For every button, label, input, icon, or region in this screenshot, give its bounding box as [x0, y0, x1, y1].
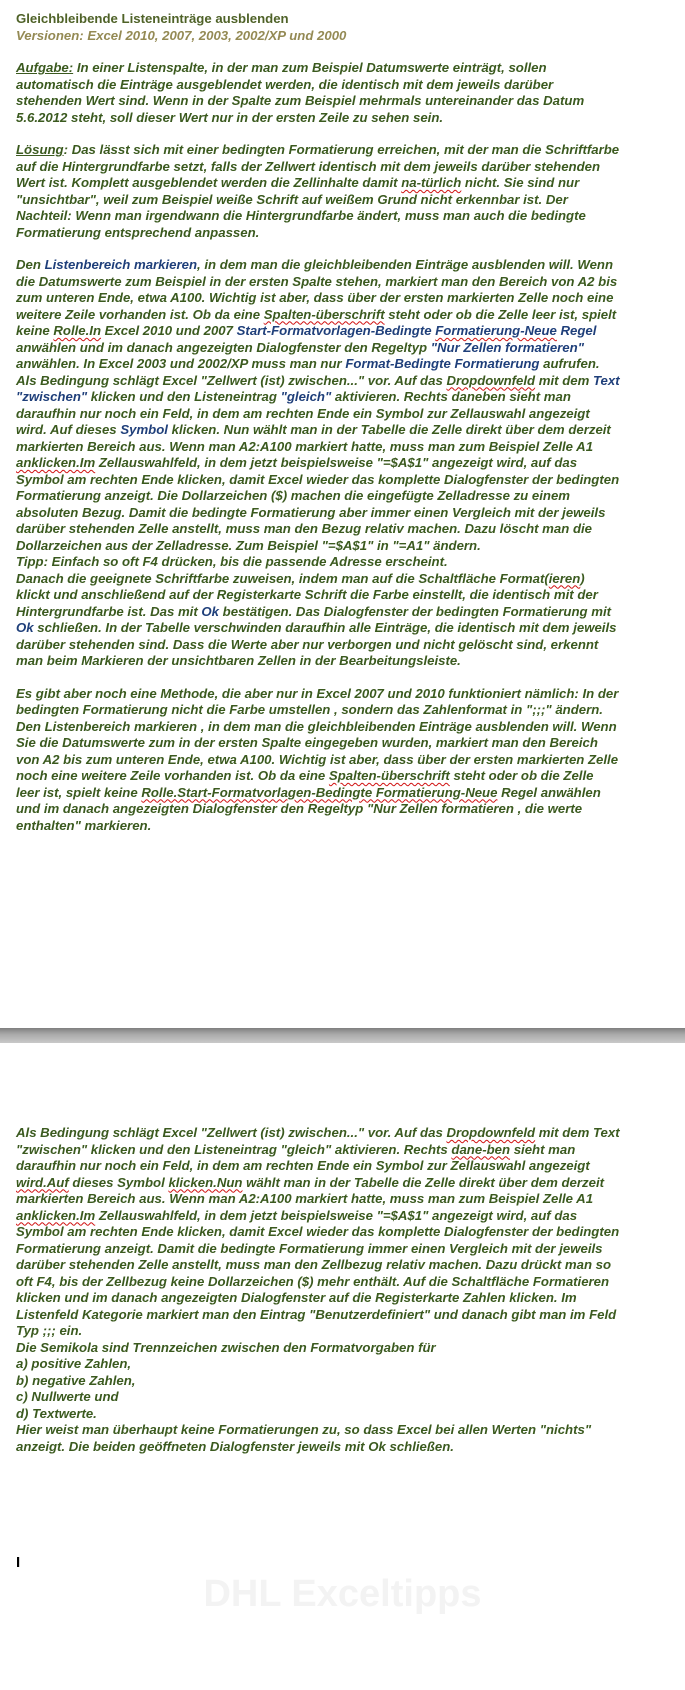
text-run: Als Bedingung schlägt Excel "Zellwert (ist) zwischen..." vor. Auf das [16, 372, 447, 388]
emphasis-text: Regel [556, 323, 597, 338]
emphasis-text: "Nur Zellen formatieren" [430, 339, 584, 355]
text-run: klicken. Nun wählt man in der Tabelle die Zelle direkt über dem derzeit markierten Bereich aus. Wenn man A2:A100 markiert hatte, muss man zum Beispiel Zelle A1 [16, 422, 611, 454]
emphasis-text: Symbol [120, 422, 168, 437]
text-run: Den Listenbereich markieren , in dem man die gleichbleibenden Einträge ausblenden will. Wenn Sie die Datumswerte zum in der ersten Spalte eingegeben wurden, markiert man den Bereich von A2 bis zum unteren Ende, etwa A100. Wichtig ist aber, dass über der ersten markierten Zelle noch eine weitere Zeile vorhanden ist. Ob da eine [16, 718, 619, 783]
page-separator [0, 1028, 685, 1043]
closing-paragraph: Hier weist man überhaupt keine Formatierungen zu, so dass Excel bei allen Werten "nichts" anzeigt. Die beiden geöffneten Dialogfenster jeweils mit Ok schließen. [16, 1422, 592, 1454]
spellcheck-word: Spalten-überschrift [263, 306, 385, 322]
loesung-paragraph [16, 142, 620, 241]
aufgabe-paragraph [16, 60, 620, 126]
text-run: Regel anwählen und im danach angezeigten Dialogfenster den Regeltyp "Nur Zellen formatieren , die werte enthalten" markieren. [16, 784, 601, 833]
text-run: wählt man in der Tabelle die Zelle direkt über dem derzeit markierten Bereich aus. Wenn man A2:A100 markiert hatte, muss man zum Beispiel Zelle A1 [16, 1174, 604, 1206]
spellcheck-word: anklicken.Im [16, 455, 96, 470]
semikola-paragraph: Die Semikola sind Trennzeichen zwischen den Formatvorgaben für [16, 1339, 436, 1355]
emphasis-text: Format-Bedingte Formatierung [345, 356, 540, 371]
emphasis-text: Ok [201, 603, 219, 619]
list-item: a) positive Zahlen, [16, 1356, 132, 1371]
emphasis-text: Start-Formatvorlagen-Bedingte [236, 323, 436, 338]
spellcheck-word: Formatierung-Neue [435, 323, 557, 338]
emphasis-text: Ok [16, 620, 34, 635]
page-2-content [16, 1125, 624, 1455]
list-item: d) Textwerte. [16, 1405, 97, 1421]
page-1-content [16, 11, 620, 834]
text-run: Zellauswahlfeld, in dem jetzt beispielsweise "=$A$1" angezeigt wird, auf das Symbol am rechten Ende klicken, damit Excel wieder das komplette Dialogfenster der bedingten Formatierung anzeigt. Die Dollarzeichen ($) machen die eingefügte Zelladresse zu einem absoluten Bezug. Damit die bedingte Formatierung aber immer einen Vergleich mit der jeweils darüber stehenden Zelle anstellt, muss man den Bezug relativ machen. Dazu löscht man die Dollarzeichen aus der Zelladresse. Zum Beispiel "=$A$1" in "=A1" ändern. [16, 455, 620, 553]
loesung-text-1: Das lässt sich mit einer bedingten Formatierung erreichen, mit der man die Schriftfarbe auf die Hintergrundfarbe setzt, falls der Zellwert identisch mit dem jeweils darüber stehenden Wert ist. Komplett ausgeblendet werden die Zellinhalte damit [16, 142, 620, 190]
text-run: anwählen. In Excel 2003 und 2002/XP muss man nur [16, 356, 346, 371]
spellcheck-word: Dropdownfeld [446, 372, 536, 388]
spellcheck-word: Dropdownfeld [446, 1125, 536, 1140]
text-run: sieht man daraufhin nur noch ein Feld, in dem am rechten Ende ein Symbol zur Zellauswahl angezeigt [16, 1141, 590, 1173]
text-run: , in dem man die gleichbleibenden Einträge ausblenden will. Wenn die Datumswerte zum Beispiel in der ersten Spalte stehen, markiert man den Bereich von A2 bis zum unteren Ende, etwa A100. Wichtig ist aber, dass über der ersten markierten Zelle noch eine weitere Zeile vorhanden ist. Ob da eine [16, 257, 618, 322]
spellcheck-word: klicken.Nun [168, 1174, 243, 1190]
text-run: schließen. In der Tabelle verschwinden daraufhin alle Einträge, die identisch mit dem jeweils darüber stehenden sind. Dass die Werte aber nur verborgen und nicht gelöscht sind, erkennt man beim Markieren der unsichtbaren Zellen in der Bearbeitungsleiste. [16, 620, 617, 668]
text-run: klicken und den Listeneintrag [87, 389, 281, 404]
emphasis-text: "gleich" [280, 389, 332, 404]
instruction-paragraph-4 [16, 719, 620, 835]
loesung-colon: : [63, 142, 69, 157]
emphasis-text: Text "zwischen" [16, 372, 620, 404]
text-run: aufrufen. [539, 356, 600, 371]
text-run: Zellauswahlfeld, in dem jetzt beispielsweise "=$A$1" angezeigt wird, auf das Symbol am rechten Ende klicken, damit Excel wieder das komplette Dialogfenster der bedingten Formatierung anzeigt. Damit die bedingte Formatierung immer einen Vergleich mit der jeweils darüber stehenden Zelle anstellt, muss man den Zellbezug relativ machen. Dazu drückt man so oft F4, bis der Zellbezug keine Dollarzeichen ($) mehr enthält. Auf die Schaltfläche Formatieren klicken und im danach angezeigten Dialogfenster auf die Registerkarte Zahlen klicken. Im Listenfeld Kategorie markiert man den Eintrag "Benutzerdefiniert" und danach gibt man im Feld Typ ;;; ein. [16, 1207, 620, 1338]
loesung-label: Lösung [16, 142, 64, 157]
text-run: mit dem [535, 372, 593, 388]
spellcheck-word: na-türlich [401, 175, 462, 190]
list-item: b) negative Zahlen, [16, 1372, 136, 1388]
text-cursor: I [16, 1554, 21, 1571]
text-run: aktivieren. Rechts daneben sieht man daraufhin nur noch ein Feld, in dem am rechten Ende ein Symbol zur Zellauswahl angezeigt wird. Auf dieses [16, 389, 590, 437]
text-run: mit dem Text "zwischen" klicken und den Listeneintrag "gleich" aktivieren. Rechts [16, 1125, 620, 1157]
instruction-paragraph-1 [16, 257, 620, 373]
list-item: c) Nullwerte und [16, 1389, 119, 1404]
document-title: Gleichbleibende Listeneinträge ausblenden [16, 11, 289, 26]
text-run: Als Bedingung schlägt Excel "Zellwert (ist) zwischen..." vor. Auf das [16, 1125, 447, 1140]
instruction-paragraph-5 [16, 1125, 624, 1340]
instruction-paragraph-3 [16, 571, 620, 670]
spellcheck-word: ieren [548, 570, 581, 586]
text-run: bestätigen. Das Dialogfenster der bedingten Formatierung mit [218, 603, 612, 619]
aufgabe-text: In einer Listenspalte, in der man zum Beispiel Datumswerte einträgt, sollen automatisch die Einträge ausgeblendet werden, die identisch mit dem jeweils darüber stehenden Wert sind. Wenn in der Spalte zum Beispiel mehrmals untereinander das Datum 5.6.2012 steht, soll dieser Wert nur in der ersten Zeile zu sehen sein. [16, 60, 585, 125]
spellcheck-word: dane-ben [451, 1141, 511, 1157]
text-run: Excel 2010 und 2007 [101, 323, 237, 338]
watermark: DHL Exceltipps [203, 1573, 482, 1615]
loesung-text-2: nicht. Sie sind nur "unsichtbar", weil zum Beispiel weiße Schrift auf weißem Grund nicht erkennbar ist. Der Nachteil: Wenn man irgendwann die Hintergrundfarbe ändert, muss man auch die bedingte Formatierung entsprechend anpassen. [16, 175, 586, 240]
spellcheck-word: Rolle.In [53, 323, 102, 338]
emphasis-text: Listenbereich markieren [44, 257, 198, 272]
text-run: dieses Symbol [68, 1174, 169, 1190]
text-run: anwählen und im danach angezeigten Dialogfenster den Regeltyp [16, 339, 431, 355]
spellcheck-word: anklicken.Im [16, 1207, 96, 1223]
tip-paragraph: Tipp: Einfach so oft F4 drücken, bis die passende Adresse erscheint. [16, 554, 448, 569]
spellcheck-word: Rolle.Start-Formatvorlagen-Bedingte Formatierung-Neue [141, 784, 498, 800]
alternative-method-paragraph: Es gibt aber noch eine Methode, die aber nur in Excel 2007 und 2010 funktioniert nämlich: In der bedingten Formatierung nicht die Farbe umstellen , sondern das Zahlenformat in ";;;" ändern. [16, 685, 619, 717]
spellcheck-word: Spalten-überschrift [328, 768, 450, 783]
aufgabe-label: Aufgabe: [16, 60, 74, 75]
text-run: steht oder ob die Zelle leer ist, spielt keine [16, 768, 594, 800]
text-run: ) klickt und anschließend auf der Registerkarte Schrift die Farbe einstellt, die identisch mit der Hintergrundfarbe ist. Das mit [16, 570, 598, 619]
instruction-paragraph-2 [16, 373, 620, 555]
text-run: Den [16, 257, 45, 272]
text-run: Danach die geeignete Schriftfarbe zuweisen, indem man auf die Schaltfläche Format( [16, 570, 549, 586]
text-run: steht oder ob die Zelle leer ist, spielt keine [16, 306, 617, 338]
document-page-2 [0, 1043, 685, 1690]
spellcheck-word: wird.Auf [16, 1174, 69, 1190]
versions-subtitle: Versionen: Excel 2010, 2007, 2003, 2002/XP und 2000 [16, 27, 347, 43]
